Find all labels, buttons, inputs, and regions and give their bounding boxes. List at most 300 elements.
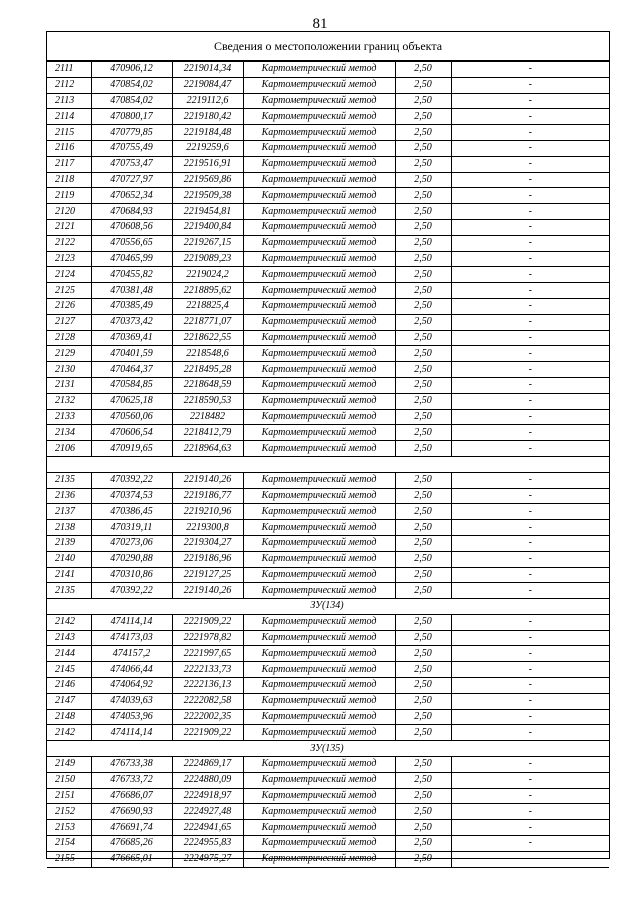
x-coordinate-cell: 470652,34 — [91, 188, 172, 204]
description-cell: - — [451, 393, 609, 409]
point-number-cell: 2154 — [47, 836, 91, 852]
accuracy-cell: 2,50 — [395, 551, 451, 567]
x-coordinate-cell: 470464,37 — [91, 362, 172, 378]
description-cell: - — [451, 709, 609, 725]
point-number-cell: 2116 — [47, 140, 91, 156]
x-coordinate-cell: 470273,06 — [91, 535, 172, 551]
accuracy-cell: 2,50 — [395, 583, 451, 599]
accuracy-cell: 2,50 — [395, 772, 451, 788]
description-cell: - — [451, 804, 609, 820]
method-cell: Картометрический метод — [243, 583, 395, 599]
accuracy-cell: 2,50 — [395, 235, 451, 251]
y-coordinate-cell: 2219127,25 — [172, 567, 243, 583]
accuracy-cell: 2,50 — [395, 109, 451, 125]
table-row — [47, 709, 609, 725]
method-cell: Картометрический метод — [243, 267, 395, 283]
y-coordinate-cell: 2222133,73 — [172, 662, 243, 678]
method-cell: Картометрический метод — [243, 377, 395, 393]
x-coordinate-cell: 474053,96 — [91, 709, 172, 725]
point-number-cell: 2155 — [47, 851, 91, 867]
table-row — [47, 251, 609, 267]
y-coordinate-cell: 2219089,23 — [172, 251, 243, 267]
x-coordinate-cell: 470386,45 — [91, 504, 172, 520]
point-number-cell: 2152 — [47, 804, 91, 820]
method-cell: Картометрический метод — [243, 330, 395, 346]
y-coordinate-cell: 2224880,09 — [172, 772, 243, 788]
x-coordinate-cell: 474157,2 — [91, 646, 172, 662]
description-cell: - — [451, 678, 609, 694]
point-number-cell: 2132 — [47, 393, 91, 409]
description-cell: - — [451, 267, 609, 283]
point-number-cell: 2142 — [47, 614, 91, 630]
description-cell: - — [451, 298, 609, 314]
section-label: ЗУ(134) — [47, 599, 609, 615]
table-row — [47, 172, 609, 188]
point-number-cell: 2140 — [47, 551, 91, 567]
description-cell: - — [451, 614, 609, 630]
point-number-cell: 2148 — [47, 709, 91, 725]
point-number-cell: 2124 — [47, 267, 91, 283]
point-number-cell: 2146 — [47, 678, 91, 694]
y-coordinate-cell: 2221909,22 — [172, 725, 243, 741]
section-label: ЗУ(135) — [47, 741, 609, 757]
x-coordinate-cell: 474173,03 — [91, 630, 172, 646]
y-coordinate-cell: 2221997,65 — [172, 646, 243, 662]
point-number-cell: 2141 — [47, 567, 91, 583]
accuracy-cell: 2,50 — [395, 709, 451, 725]
method-cell: Картометрический метод — [243, 630, 395, 646]
point-number-cell: 2143 — [47, 630, 91, 646]
description-cell: - — [451, 188, 609, 204]
accuracy-cell: 2,50 — [395, 283, 451, 299]
method-cell: Картометрический метод — [243, 662, 395, 678]
description-cell: - — [451, 772, 609, 788]
y-coordinate-cell: 2218590,53 — [172, 393, 243, 409]
method-cell: Картометрический метод — [243, 520, 395, 536]
description-cell: - — [451, 362, 609, 378]
point-number-cell: 2153 — [47, 820, 91, 836]
x-coordinate-cell: 470584,85 — [91, 377, 172, 393]
table-row — [47, 283, 609, 299]
method-cell: Картометрический метод — [243, 788, 395, 804]
table-row — [47, 235, 609, 251]
description-cell: - — [451, 630, 609, 646]
section-header-row — [47, 599, 609, 615]
y-coordinate-cell: 2219400,84 — [172, 219, 243, 235]
y-coordinate-cell: 2218895,62 — [172, 283, 243, 299]
method-cell: Картометрический метод — [243, 251, 395, 267]
point-number-cell: 2145 — [47, 662, 91, 678]
x-coordinate-cell: 476686,07 — [91, 788, 172, 804]
coordinates-table-body — [47, 62, 609, 868]
coordinates-table — [47, 61, 609, 868]
table-row — [47, 346, 609, 362]
table-row — [47, 109, 609, 125]
point-number-cell: 2113 — [47, 93, 91, 109]
y-coordinate-cell: 2221978,82 — [172, 630, 243, 646]
y-coordinate-cell: 2222136,13 — [172, 678, 243, 694]
x-coordinate-cell: 470556,65 — [91, 235, 172, 251]
accuracy-cell: 2,50 — [395, 804, 451, 820]
x-coordinate-cell: 474114,14 — [91, 614, 172, 630]
x-coordinate-cell: 474114,14 — [91, 725, 172, 741]
method-cell: Картометрический метод — [243, 172, 395, 188]
x-coordinate-cell: 470319,11 — [91, 520, 172, 536]
description-cell: - — [451, 504, 609, 520]
point-number-cell: 2114 — [47, 109, 91, 125]
method-cell: Картометрический метод — [243, 283, 395, 299]
table-row — [47, 314, 609, 330]
description-cell: - — [451, 757, 609, 773]
method-cell: Картометрический метод — [243, 156, 395, 172]
y-coordinate-cell: 2218825,4 — [172, 298, 243, 314]
point-number-cell: 2120 — [47, 204, 91, 220]
table-row — [47, 551, 609, 567]
y-coordinate-cell: 2219516,91 — [172, 156, 243, 172]
description-cell: - — [451, 314, 609, 330]
x-coordinate-cell: 476691,74 — [91, 820, 172, 836]
y-coordinate-cell: 2218412,79 — [172, 425, 243, 441]
point-number-cell: 2135 — [47, 472, 91, 488]
description-cell: - — [451, 204, 609, 220]
table-row — [47, 377, 609, 393]
method-cell: Картометрический метод — [243, 567, 395, 583]
x-coordinate-cell: 470401,59 — [91, 346, 172, 362]
method-cell: Картометрический метод — [243, 804, 395, 820]
table-row — [47, 757, 609, 773]
table-row — [47, 393, 609, 409]
description-cell: - — [451, 93, 609, 109]
table-row — [47, 678, 609, 694]
accuracy-cell: 2,50 — [395, 725, 451, 741]
y-coordinate-cell: 2219267,15 — [172, 235, 243, 251]
x-coordinate-cell: 470854,02 — [91, 77, 172, 93]
x-coordinate-cell: 470606,54 — [91, 425, 172, 441]
description-cell: - — [451, 567, 609, 583]
table-row — [47, 204, 609, 220]
y-coordinate-cell: 2219112,6 — [172, 93, 243, 109]
method-cell: Картометрический метод — [243, 772, 395, 788]
blank-row — [47, 456, 609, 472]
accuracy-cell: 2,50 — [395, 788, 451, 804]
point-number-cell: 2130 — [47, 362, 91, 378]
method-cell: Картометрический метод — [243, 425, 395, 441]
accuracy-cell: 2,50 — [395, 298, 451, 314]
method-cell: Картометрический метод — [243, 204, 395, 220]
table-row — [47, 488, 609, 504]
point-number-cell: 2131 — [47, 377, 91, 393]
y-coordinate-cell: 2224975,27 — [172, 851, 243, 867]
description-cell: - — [451, 109, 609, 125]
x-coordinate-cell: 470608,56 — [91, 219, 172, 235]
table-row — [47, 330, 609, 346]
x-coordinate-cell: 470385,49 — [91, 298, 172, 314]
table-row — [47, 472, 609, 488]
y-coordinate-cell: 2219184,48 — [172, 125, 243, 141]
blank-cell — [47, 456, 609, 472]
description-cell: - — [451, 851, 609, 867]
point-number-cell: 2119 — [47, 188, 91, 204]
table-row — [47, 725, 609, 741]
method-cell: Картометрический метод — [243, 693, 395, 709]
method-cell: Картометрический метод — [243, 362, 395, 378]
accuracy-cell: 2,50 — [395, 251, 451, 267]
point-number-cell: 2144 — [47, 646, 91, 662]
description-cell: - — [451, 488, 609, 504]
y-coordinate-cell: 2218495,28 — [172, 362, 243, 378]
table-row — [47, 77, 609, 93]
accuracy-cell: 2,50 — [395, 188, 451, 204]
accuracy-cell: 2,50 — [395, 172, 451, 188]
accuracy-cell: 2,50 — [395, 836, 451, 852]
description-cell: - — [451, 251, 609, 267]
point-number-cell: 2121 — [47, 219, 91, 235]
method-cell: Картометрический метод — [243, 93, 395, 109]
method-cell: Картометрический метод — [243, 62, 395, 78]
table-row — [47, 140, 609, 156]
table-row — [47, 267, 609, 283]
description-cell: - — [451, 77, 609, 93]
table-row — [47, 409, 609, 425]
accuracy-cell: 2,50 — [395, 140, 451, 156]
method-cell: Картометрический метод — [243, 77, 395, 93]
accuracy-cell: 2,50 — [395, 362, 451, 378]
document-frame — [46, 31, 610, 865]
point-number-cell: 2111 — [47, 62, 91, 78]
point-number-cell: 2125 — [47, 283, 91, 299]
y-coordinate-cell: 2219186,96 — [172, 551, 243, 567]
method-cell: Картометрический метод — [243, 725, 395, 741]
y-coordinate-cell: 2218964,63 — [172, 441, 243, 457]
table-row — [47, 298, 609, 314]
x-coordinate-cell: 470381,48 — [91, 283, 172, 299]
description-cell: - — [451, 646, 609, 662]
y-coordinate-cell: 2219186,77 — [172, 488, 243, 504]
x-coordinate-cell: 476733,72 — [91, 772, 172, 788]
method-cell: Картометрический метод — [243, 109, 395, 125]
y-coordinate-cell: 2218482 — [172, 409, 243, 425]
table-row — [47, 567, 609, 583]
x-coordinate-cell: 470779,85 — [91, 125, 172, 141]
method-cell: Картометрический метод — [243, 836, 395, 852]
method-cell: Картометрический метод — [243, 646, 395, 662]
description-cell: - — [451, 693, 609, 709]
y-coordinate-cell: 2219300,8 — [172, 520, 243, 536]
method-cell: Картометрический метод — [243, 314, 395, 330]
description-cell: - — [451, 330, 609, 346]
x-coordinate-cell: 470755,49 — [91, 140, 172, 156]
accuracy-cell: 2,50 — [395, 156, 451, 172]
table-row — [47, 693, 609, 709]
table-row — [47, 614, 609, 630]
point-number-cell: 2126 — [47, 298, 91, 314]
x-coordinate-cell: 470392,22 — [91, 583, 172, 599]
x-coordinate-cell: 470369,41 — [91, 330, 172, 346]
method-cell: Картометрический метод — [243, 488, 395, 504]
y-coordinate-cell: 2219024,2 — [172, 267, 243, 283]
method-cell: Картометрический метод — [243, 709, 395, 725]
description-cell: - — [451, 409, 609, 425]
accuracy-cell: 2,50 — [395, 646, 451, 662]
description-cell: - — [451, 425, 609, 441]
description-cell: - — [451, 441, 609, 457]
description-cell: - — [451, 219, 609, 235]
table-row — [47, 662, 609, 678]
x-coordinate-cell: 470374,53 — [91, 488, 172, 504]
x-coordinate-cell: 470906,12 — [91, 62, 172, 78]
description-cell: - — [451, 172, 609, 188]
y-coordinate-cell: 2222082,58 — [172, 693, 243, 709]
description-cell: - — [451, 583, 609, 599]
description-cell: - — [451, 156, 609, 172]
y-coordinate-cell: 2221909,22 — [172, 614, 243, 630]
table-row — [47, 520, 609, 536]
x-coordinate-cell: 474066,44 — [91, 662, 172, 678]
method-cell: Картометрический метод — [243, 393, 395, 409]
y-coordinate-cell: 2219509,38 — [172, 188, 243, 204]
x-coordinate-cell: 476685,26 — [91, 836, 172, 852]
description-cell: - — [451, 235, 609, 251]
description-cell: - — [451, 520, 609, 536]
accuracy-cell: 2,50 — [395, 93, 451, 109]
x-coordinate-cell: 470753,47 — [91, 156, 172, 172]
y-coordinate-cell: 2219210,96 — [172, 504, 243, 520]
accuracy-cell: 2,50 — [395, 488, 451, 504]
table-row — [47, 188, 609, 204]
accuracy-cell: 2,50 — [395, 409, 451, 425]
table-row — [47, 836, 609, 852]
table-row — [47, 630, 609, 646]
table-row — [47, 93, 609, 109]
x-coordinate-cell: 470392,22 — [91, 472, 172, 488]
x-coordinate-cell: 470625,18 — [91, 393, 172, 409]
accuracy-cell: 2,50 — [395, 346, 451, 362]
description-cell: - — [451, 140, 609, 156]
accuracy-cell: 2,50 — [395, 77, 451, 93]
method-cell: Картометрический метод — [243, 409, 395, 425]
table-row — [47, 851, 609, 867]
accuracy-cell: 2,50 — [395, 267, 451, 283]
point-number-cell: 2135 — [47, 583, 91, 599]
x-coordinate-cell: 470684,93 — [91, 204, 172, 220]
point-number-cell: 2137 — [47, 504, 91, 520]
method-cell: Картометрический метод — [243, 219, 395, 235]
description-cell: - — [451, 551, 609, 567]
accuracy-cell: 2,50 — [395, 377, 451, 393]
y-coordinate-cell: 2219180,42 — [172, 109, 243, 125]
description-cell: - — [451, 472, 609, 488]
table-row — [47, 646, 609, 662]
accuracy-cell: 2,50 — [395, 630, 451, 646]
accuracy-cell: 2,50 — [395, 520, 451, 536]
method-cell: Картометрический метод — [243, 125, 395, 141]
accuracy-cell: 2,50 — [395, 441, 451, 457]
accuracy-cell: 2,50 — [395, 204, 451, 220]
description-cell: - — [451, 62, 609, 78]
x-coordinate-cell: 474064,92 — [91, 678, 172, 694]
x-coordinate-cell: 470854,02 — [91, 93, 172, 109]
point-number-cell: 2139 — [47, 535, 91, 551]
x-coordinate-cell: 476733,38 — [91, 757, 172, 773]
point-number-cell: 2151 — [47, 788, 91, 804]
method-cell: Картометрический метод — [243, 346, 395, 362]
description-cell: - — [451, 788, 609, 804]
point-number-cell: 2123 — [47, 251, 91, 267]
point-number-cell: 2149 — [47, 757, 91, 773]
point-number-cell: 2138 — [47, 520, 91, 536]
accuracy-cell: 2,50 — [395, 330, 451, 346]
description-cell: - — [451, 283, 609, 299]
table-row — [47, 125, 609, 141]
x-coordinate-cell: 470290,88 — [91, 551, 172, 567]
y-coordinate-cell: 2219454,81 — [172, 204, 243, 220]
point-number-cell: 2142 — [47, 725, 91, 741]
x-coordinate-cell: 476690,93 — [91, 804, 172, 820]
description-cell: - — [451, 346, 609, 362]
y-coordinate-cell: 2224918,97 — [172, 788, 243, 804]
accuracy-cell: 2,50 — [395, 662, 451, 678]
y-coordinate-cell: 2219259,6 — [172, 140, 243, 156]
method-cell: Картометрический метод — [243, 472, 395, 488]
table-row — [47, 772, 609, 788]
y-coordinate-cell: 2219014,34 — [172, 62, 243, 78]
accuracy-cell: 2,50 — [395, 393, 451, 409]
accuracy-cell: 2,50 — [395, 125, 451, 141]
description-cell: - — [451, 535, 609, 551]
accuracy-cell: 2,50 — [395, 851, 451, 867]
description-cell: - — [451, 377, 609, 393]
accuracy-cell: 2,50 — [395, 535, 451, 551]
x-coordinate-cell: 470727,97 — [91, 172, 172, 188]
y-coordinate-cell: 2219140,26 — [172, 583, 243, 599]
y-coordinate-cell: 2218548,6 — [172, 346, 243, 362]
point-number-cell: 2133 — [47, 409, 91, 425]
table-row — [47, 425, 609, 441]
table-row — [47, 62, 609, 78]
point-number-cell: 2129 — [47, 346, 91, 362]
method-cell: Картометрический метод — [243, 820, 395, 836]
table-row — [47, 441, 609, 457]
accuracy-cell: 2,50 — [395, 472, 451, 488]
x-coordinate-cell: 470800,17 — [91, 109, 172, 125]
y-coordinate-cell: 2222002,35 — [172, 709, 243, 725]
method-cell: Картометрический метод — [243, 614, 395, 630]
method-cell: Картометрический метод — [243, 757, 395, 773]
accuracy-cell: 2,50 — [395, 219, 451, 235]
description-cell: - — [451, 725, 609, 741]
y-coordinate-cell: 2224941,65 — [172, 820, 243, 836]
y-coordinate-cell: 2219304,27 — [172, 535, 243, 551]
description-cell: - — [451, 836, 609, 852]
method-cell: Картометрический метод — [243, 678, 395, 694]
table-row — [47, 804, 609, 820]
table-row — [47, 535, 609, 551]
accuracy-cell: 2,50 — [395, 678, 451, 694]
accuracy-cell: 2,50 — [395, 425, 451, 441]
method-cell: Картометрический метод — [243, 504, 395, 520]
point-number-cell: 2117 — [47, 156, 91, 172]
table-row — [47, 219, 609, 235]
x-coordinate-cell: 470373,42 — [91, 314, 172, 330]
x-coordinate-cell: 470560,06 — [91, 409, 172, 425]
method-cell: Картометрический метод — [243, 140, 395, 156]
method-cell: Картометрический метод — [243, 298, 395, 314]
accuracy-cell: 2,50 — [395, 693, 451, 709]
accuracy-cell: 2,50 — [395, 504, 451, 520]
point-number-cell: 2128 — [47, 330, 91, 346]
y-coordinate-cell: 2219140,26 — [172, 472, 243, 488]
table-row — [47, 788, 609, 804]
